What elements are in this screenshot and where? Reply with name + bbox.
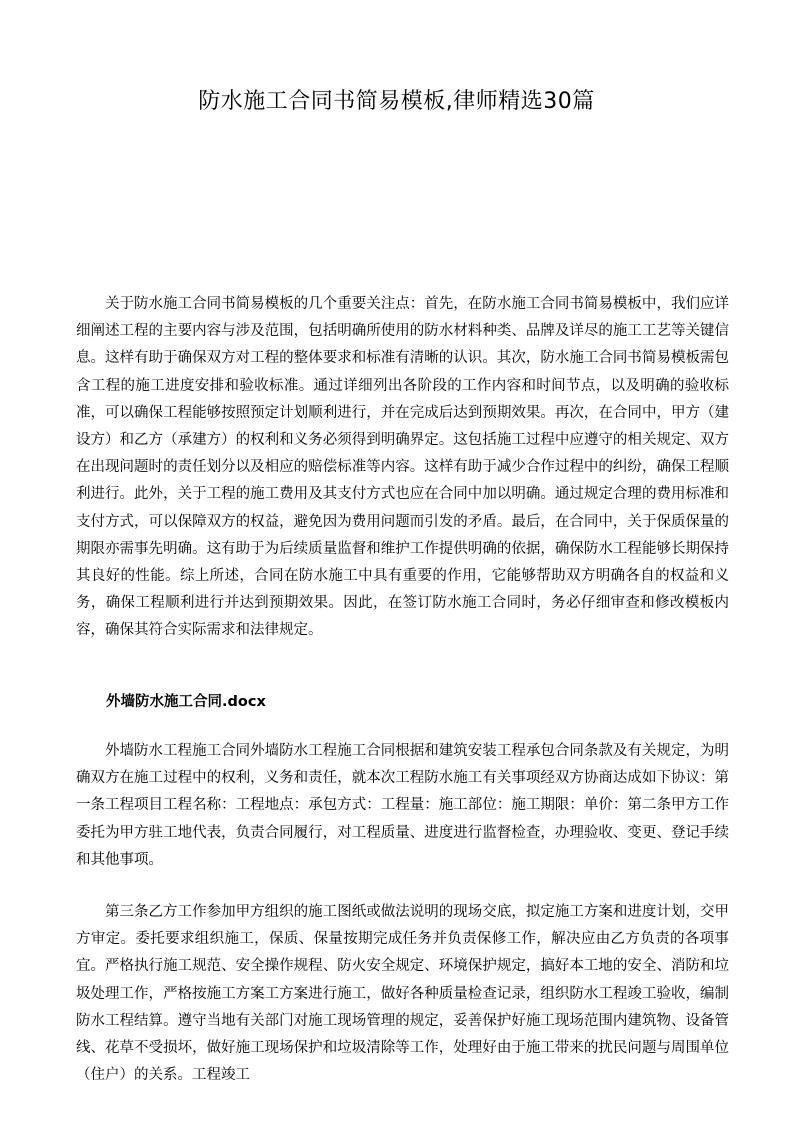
section-paragraph-2: 第三条乙方工作参加甲方组织的施工图纸或做法说明的现场交底，拟定施工方案和进度计划，交甲方审定。委托要求组织施工，保质、保量按期完成任务并负责保修工作，解决应由乙方负责的各项事宜。严格执行施工规范、安全操作规程、防火安全规定、环境保护规定，搞好本工地的安全、消防和垃圾处理工作，严格按施工方案工方案进行施工，做好各种质量检查记录，组织防水工程竣工验收，编制防水工程结算。遵守当地有关部门对施工现场管理的规定，妥善保护好施工现场范围内建筑物、设备管线、花草不受损坏，做好施工现场保护和垃圾清除等工作，处理好由于施工带来的扰民问题与周围单位（住户）的关系。工程竣工 xyxy=(76,904,729,1084)
document-title: 防水施工合同书简易模板,律师精选30篇 xyxy=(198,88,595,114)
intro-paragraph: 关于防水施工合同书简易模板的几个重要关注点：首先，在防水施工合同书简易模板中，我们应详细阐述工程的主要内容与涉及范围，包括明确所使用的防水材料种类、品牌及详尽的施工工艺等关键信息。这样有助于确保双方对工程的整体要求和标准有清晰的认识。其次，防水施工合同书简易模板需包含工程的施工进度安排和验收标准。通过详细列出各阶段的工作内容和时间节点，以及明确的验收标准，可以确保工程能够按照预定计划顺利进行，并在完成后达到预期效果。再次，在合同中，甲方（建设方）和乙方（承建方）的权利和义务必须得到明确界定。这包括施工过程中应遵守的相关规定、双方在出现问题时的责任划分以及相应的赔偿标准等内容。这样有助于减少合作过程中的纠纷，确保工程顺利进行。此外，关于工程的施工费用及其支付方式也应在合同中加以明确。通过规定合理的费用标准和支付方式，可以保障双方的权益，避免因为费用问题而引发的矛盾。最后，在合同中，关于保质保量的期限亦需事先明确。这有助于为后续质量监督和维护工作提供明确的依据，确保防水工程能够长期保持其良好的性能。综上所述，合同在防水施工中具有重要的作用，它能够帮助双方明确各自的权益和义务，确保工程顺利进行并达到预期效果。因此，在签订防水施工合同时，务必仔细审查和修改模板内容，确保其符合实际需求和法律规定。 xyxy=(76,296,729,639)
section-paragraph-1: 外墙防水工程施工合同外墙防水工程施工合同根据和建筑安装工程承包合同条款及有关规定，为明确双方在施工过程中的权利，义务和责任，就本次工程防水施工有关事项经双方协商达成如下协议：第一条工程项目工程名称：工程地点：承包方式：工程量：施工部位：施工期限：单价：第二条甲方工作委托为甲方驻工地代表，负责合同履行，对工程质量、进度进行监督检查，办理验收、变更、登记手续和其他事项。 xyxy=(76,743,729,868)
section-heading: 外墙防水施工合同.docx xyxy=(106,694,266,710)
